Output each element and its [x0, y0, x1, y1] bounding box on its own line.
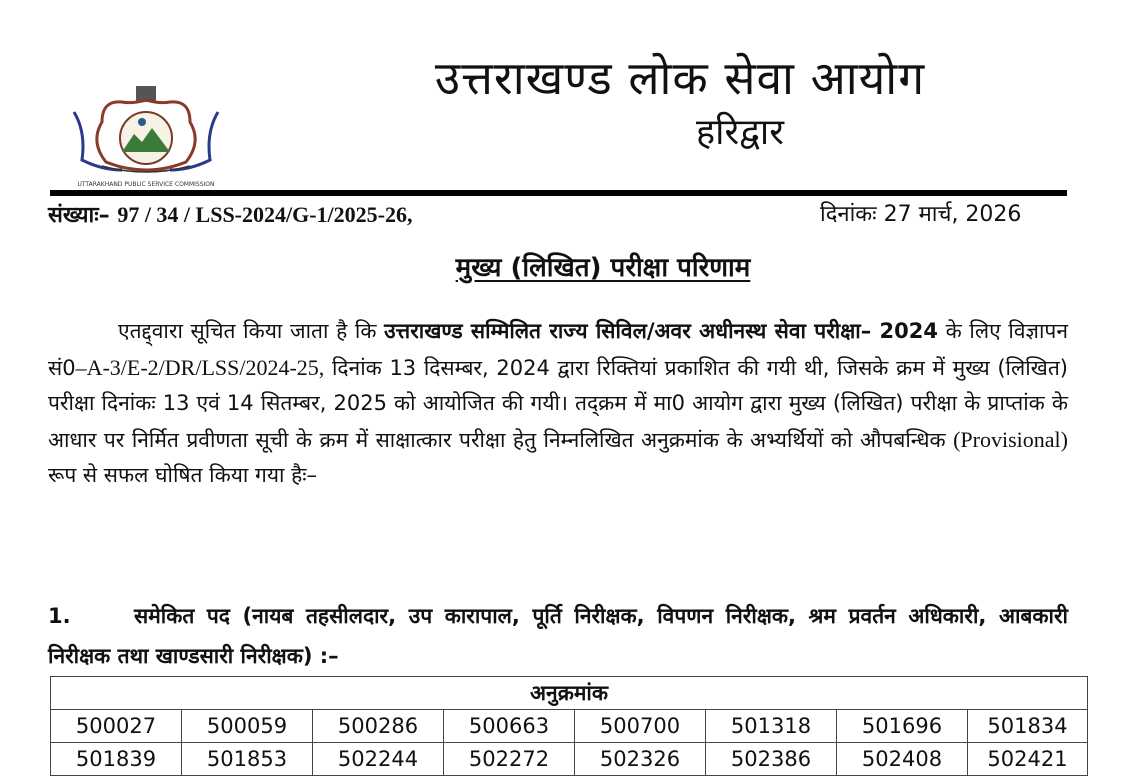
roll-number: 501318	[706, 710, 837, 743]
organization-name: उत्तराखण्ड लोक सेवा आयोग	[434, 51, 926, 105]
roll-number: 502326	[575, 743, 706, 776]
reference-number	[48, 200, 413, 231]
roll-number-table	[50, 676, 1088, 776]
roll-number: 502386	[706, 743, 837, 776]
commission-logo	[62, 82, 230, 190]
roll-number: 500286	[313, 710, 444, 743]
roll-number: 502408	[837, 743, 968, 776]
reference-value: 97 / 34 / LSS-2024/G-1/2025-26,	[117, 202, 413, 227]
roll-number: 501834	[968, 710, 1088, 743]
section-heading	[48, 596, 1068, 676]
roll-number: 500663	[444, 710, 575, 743]
header-divider	[50, 190, 1067, 196]
notice-paragraph: एतद्द्वारा सूचित किया जाता है कि उत्तराखण्ड सम्मिलित राज्य सिविल/अवर अधीनस्थ सेवा परीक्षा– 2024 के लिए विज्ञापन सं0–A-3/E-2/DR/LSS/2024-25, दिनांक 13 दिसम्बर, 2024 द्वारा रिक्तियां प्रकाशित की गयी थी, जिसके क्रम में मुख्य (लिखित) परीक्षा दिनांकः 13 एवं 14 सितम्बर, 2025 को आयोजित की गयी। तद्क्रम में मा0 आयोग द्वारा मुख्य (लिखित) परीक्षा के प्राप्तांक के आधार पर निर्मित प्रवीणता सूची के क्रम में साक्षात्कार परीक्षा हेतु निम्नलिखित अनुक्रमांक के अभ्यर्थियों को औपबन्धिक (Provisional) रूप से सफल घोषित किया गया हैः–	[48, 319, 1068, 487]
date-label: दिनांकः	[820, 202, 877, 227]
date-value: 27 मार्च, 2026	[876, 202, 1022, 227]
roll-number: 502272	[444, 743, 575, 776]
table-row	[51, 743, 1088, 776]
roll-number: 502421	[968, 743, 1088, 776]
roll-number: 501696	[837, 710, 968, 743]
table-row	[51, 710, 1088, 743]
document-title: मुख्य (लिखित) परीक्षा परिणाम	[455, 253, 751, 283]
table-header: अनुक्रमांक	[51, 677, 1088, 710]
reference-label: संख्याः–	[48, 203, 118, 228]
section-number: 1.	[48, 604, 71, 628]
organization-city: हरिद्वार	[696, 112, 784, 153]
roll-number: 502244	[313, 743, 444, 776]
svg-text:UTTARAKHAND PUBLIC SERVICE COM: UTTARAKHAND PUBLIC SERVICE COMMISSION	[77, 181, 215, 188]
roll-number: 500027	[51, 710, 182, 743]
section-text: समेकित पद (नायब तहसीलदार, उप कारापाल, पूर्ति निरीक्षक, विपणन निरीक्षक, श्रम प्रवर्तन अधिकारी, आबकारी निरीक्षक तथा खाण्डसारी निरीक्षक) :–	[48, 604, 1068, 668]
document-date	[820, 200, 1021, 230]
roll-number: 501839	[51, 743, 182, 776]
roll-number: 501853	[182, 743, 313, 776]
advertisement-number: –A-3/E-2/DR/LSS/2024-25,	[75, 354, 325, 380]
roll-number: 500059	[182, 710, 313, 743]
exam-name: उत्तराखण्ड सम्मिलित राज्य सिविल/अवर अधीनस्थ सेवा परीक्षा– 2024	[384, 319, 938, 343]
roll-number: 500700	[575, 710, 706, 743]
